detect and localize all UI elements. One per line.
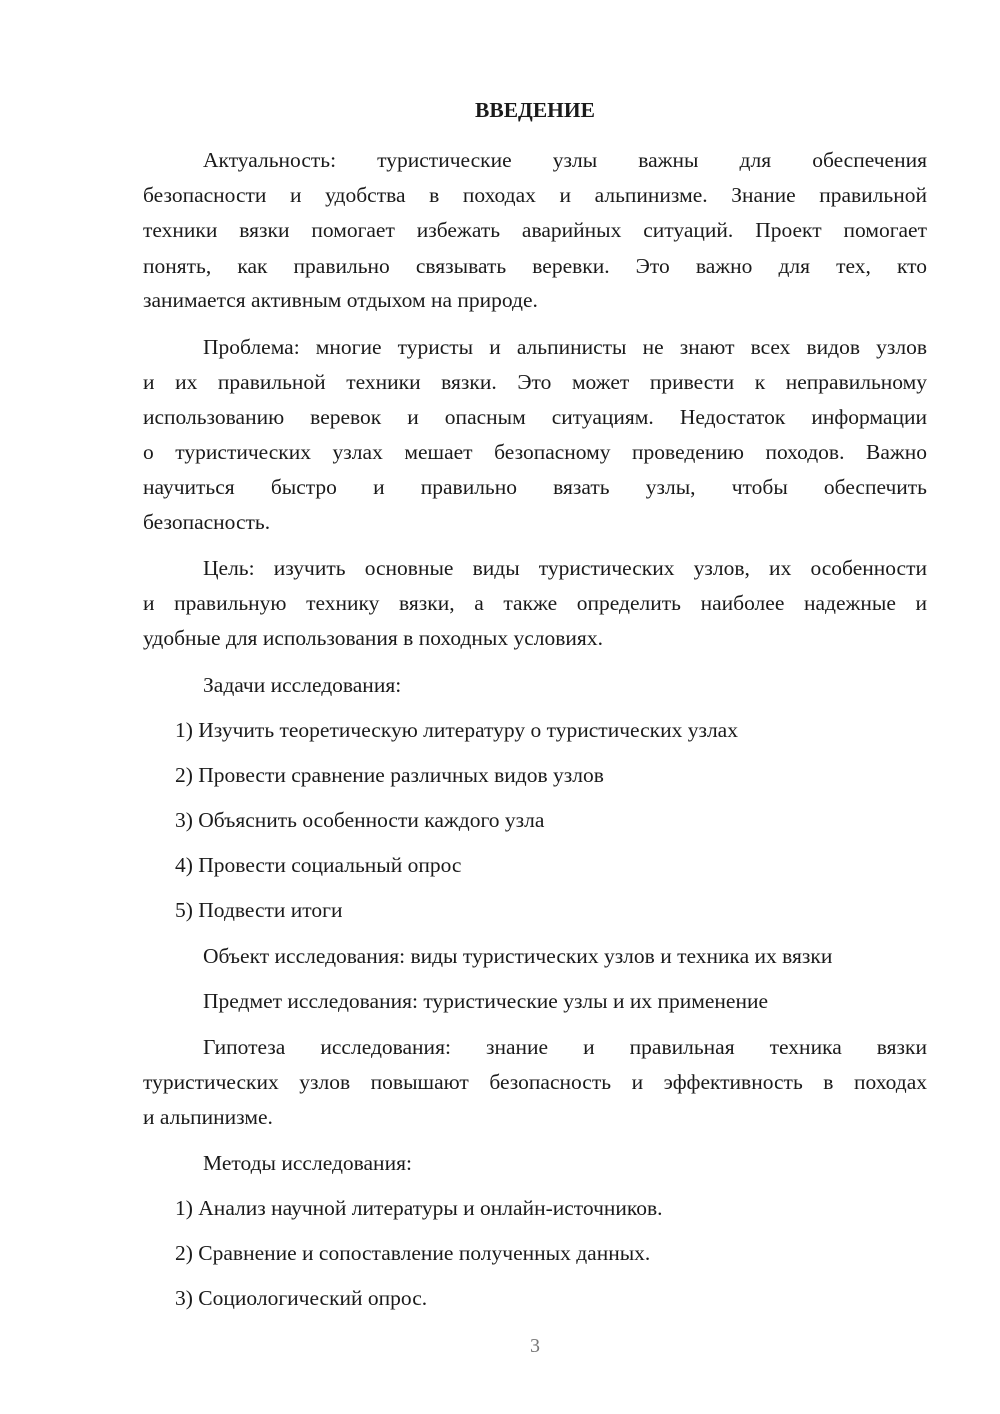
tasks-heading: Задачи исследования: (203, 673, 402, 697)
task-list-item: 5) Подвести итоги (175, 898, 343, 922)
goal-paragraph-line: Цель: изучить основные виды туристических узлов, их особенности (203, 556, 927, 580)
method-list-item: 3) Социологический опрос. (175, 1286, 428, 1310)
problem-paragraph-line: использованию веревок и опасным ситуациям. Недостаток информации (143, 405, 927, 429)
hypothesis-paragraph-line: и альпинизме. (143, 1105, 273, 1129)
problem-paragraph-line: безопасность. (143, 510, 271, 534)
task-list-item: 4) Провести социальный опрос (175, 853, 462, 877)
problem-paragraph-line: и их правильной техники вязки. Это может привести к неправильному (143, 370, 927, 394)
problem-paragraph-line: о туристических узлах мешает безопасному проведению походов. Важно (143, 440, 927, 464)
hypothesis-paragraph-line: Гипотеза исследования: знание и правильная техника вязки (203, 1035, 927, 1059)
methods-heading: Методы исследования: (203, 1151, 412, 1175)
method-list-item: 1) Анализ научной литературы и онлайн-источников. (175, 1196, 663, 1220)
hypothesis-paragraph-line: туристических узлов повышают безопасность и эффективность в походах (143, 1070, 927, 1094)
research-object: Объект исследования: виды туристических узлов и техника их вязки (203, 944, 833, 968)
research-subject: Предмет исследования: туристические узлы и их применение (203, 989, 769, 1013)
problem-paragraph-line: Проблема: многие туристы и альпинисты не знают всех видов узлов (203, 335, 927, 359)
goal-paragraph-line: и правильную технику вязки, а также определить наиболее надежные и (143, 591, 927, 615)
page-title: ВВЕДЕНИЕ (475, 98, 595, 122)
relevance-paragraph-line: занимается активным отдыхом на природе. (143, 288, 538, 312)
method-list-item: 2) Сравнение и сопоставление полученных данных. (175, 1241, 651, 1265)
page-number: 3 (530, 1335, 540, 1357)
goal-paragraph-line: удобные для использования в походных условиях. (143, 626, 603, 650)
task-list-item: 1) Изучить теоретическую литературу о туристических узлах (175, 718, 738, 742)
relevance-paragraph-line: Актуальность: туристические узлы важны для обеспечения (203, 148, 927, 172)
relevance-paragraph-line: техники вязки помогает избежать аварийных ситуаций. Проект помогает (143, 218, 927, 242)
task-list-item: 2) Провести сравнение различных видов узлов (175, 763, 604, 787)
relevance-paragraph-line: безопасности и удобства в походах и альпинизме. Знание правильной (143, 183, 927, 207)
task-list-item: 3) Объяснить особенности каждого узла (175, 808, 545, 832)
relevance-paragraph-line: понять, как правильно связывать веревки. Это важно для тех, кто (143, 254, 927, 278)
problem-paragraph-line: научиться быстро и правильно вязать узлы, чтобы обеспечить (143, 475, 927, 499)
